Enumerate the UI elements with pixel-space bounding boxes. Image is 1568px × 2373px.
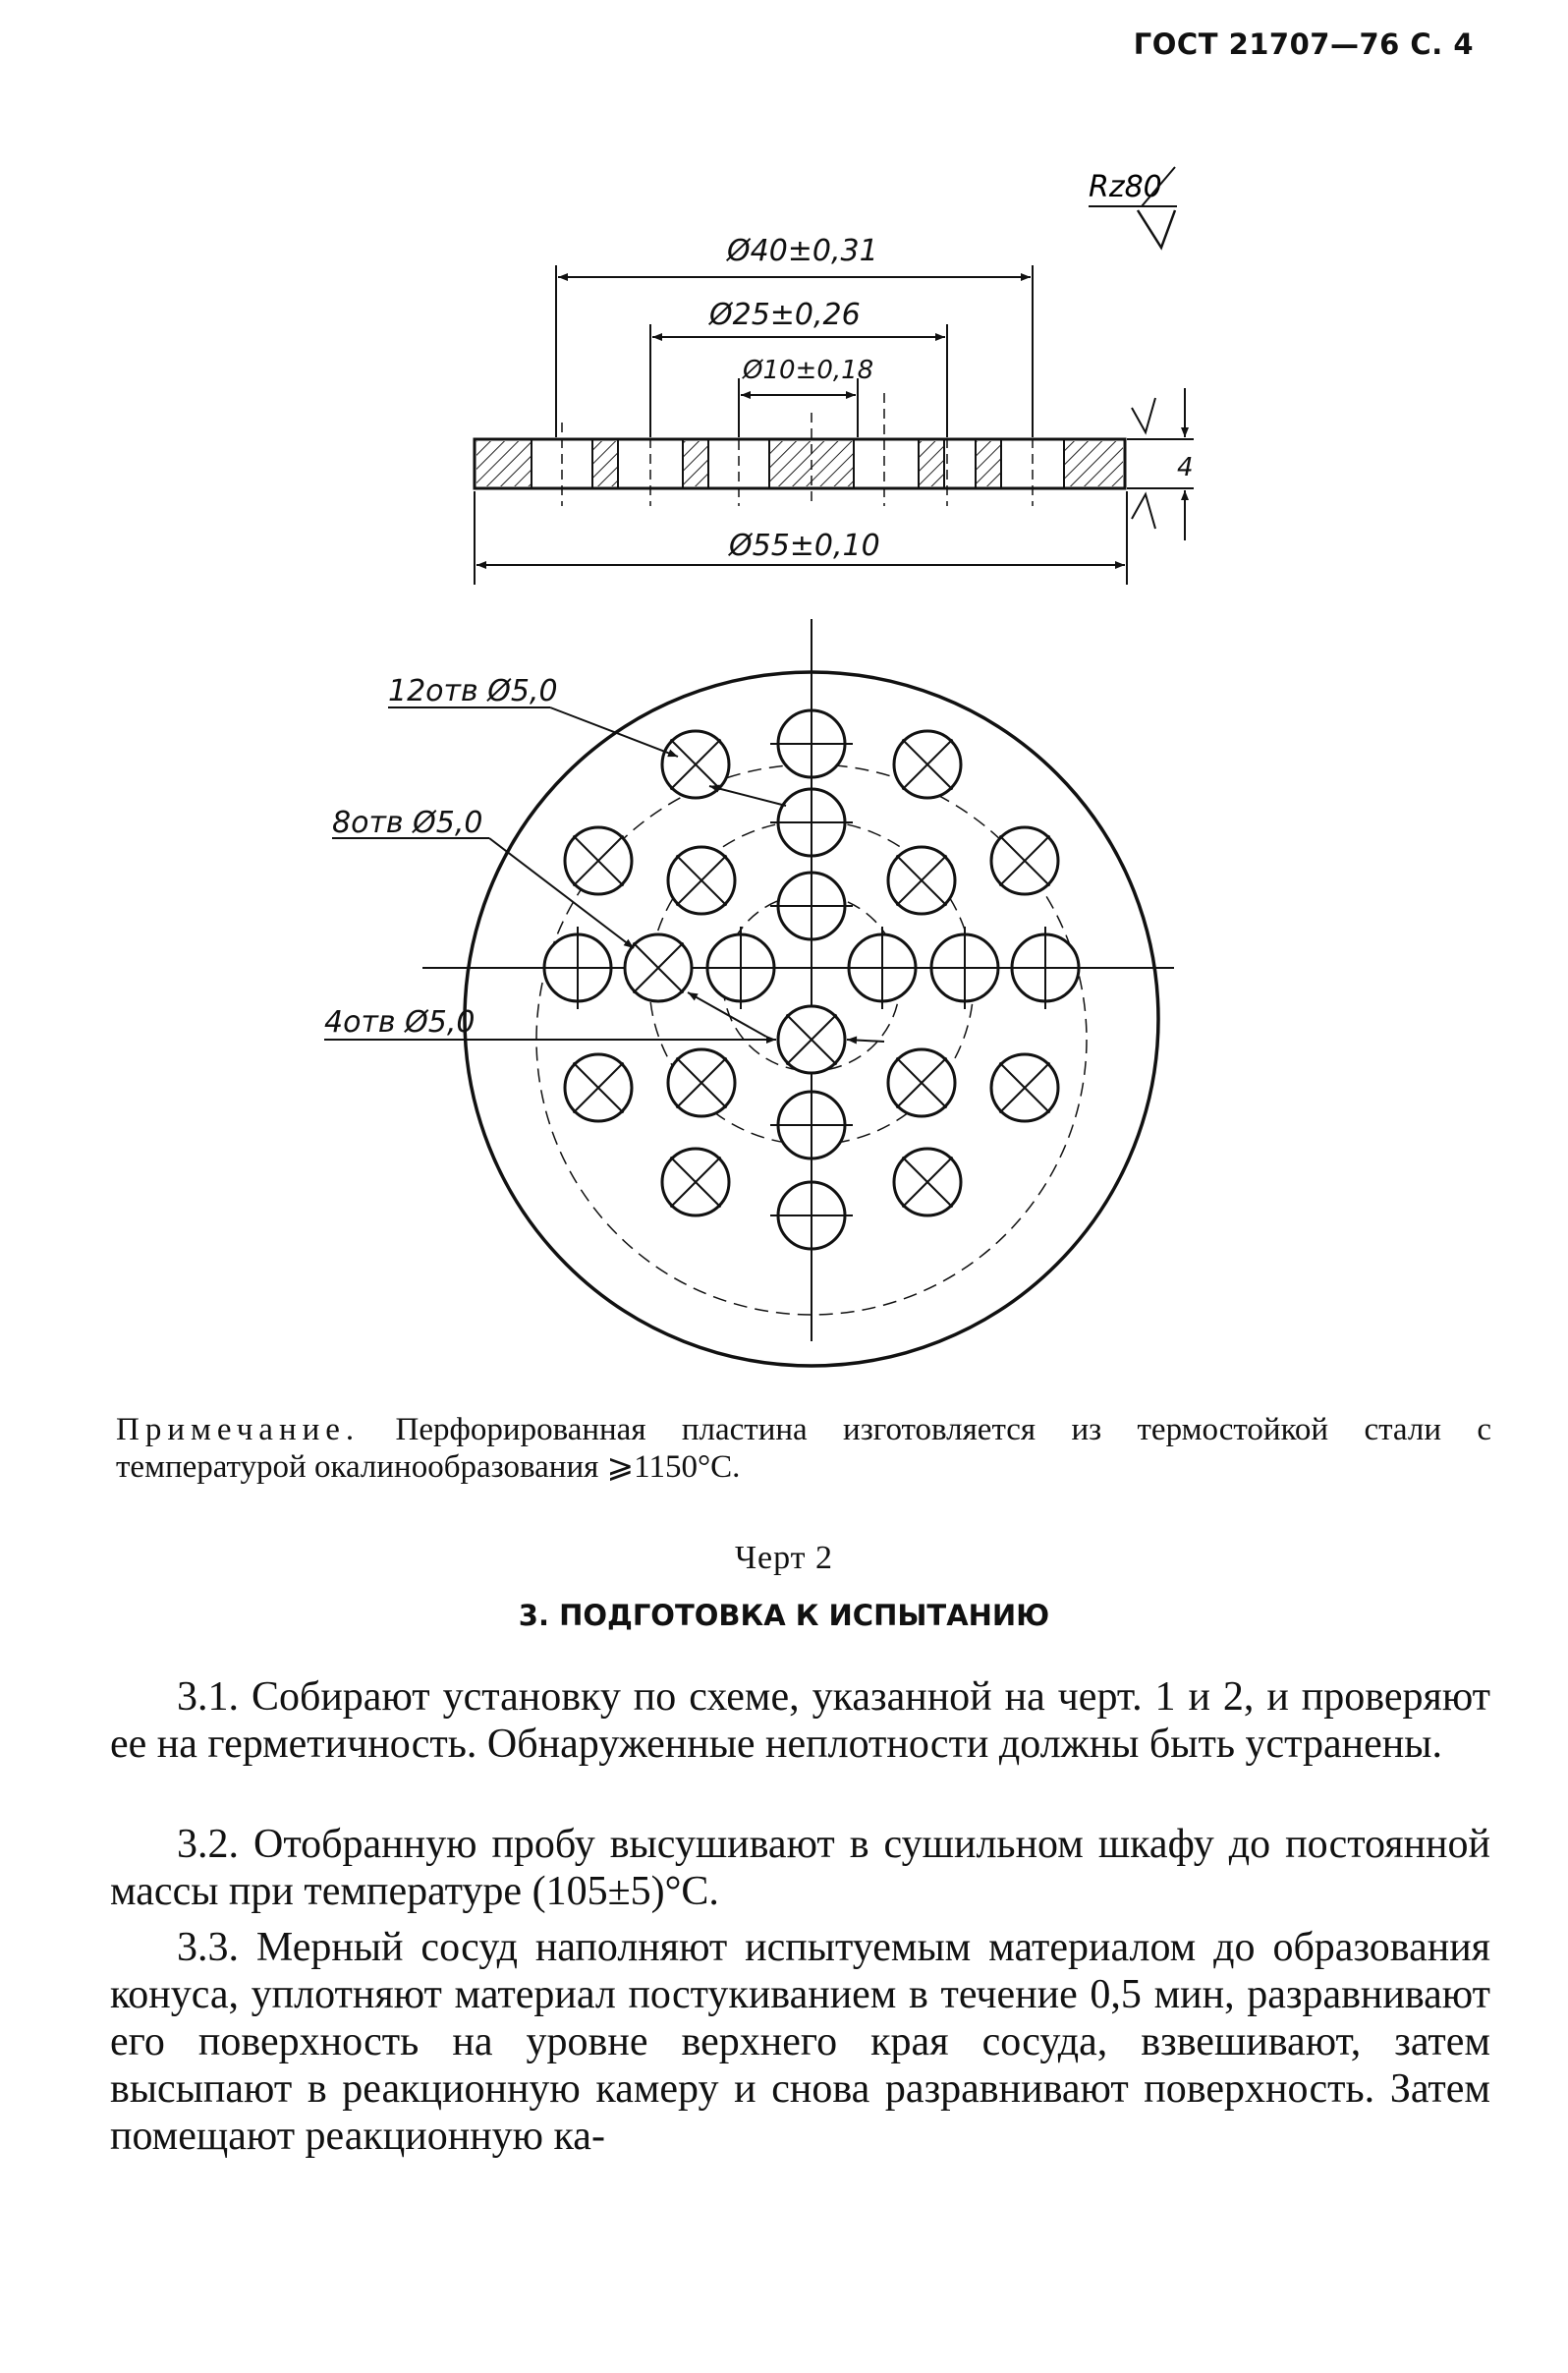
- drawing-note: [116, 1411, 1491, 1486]
- roughness-symbol: [1089, 167, 1177, 248]
- dim-d10: Ø10±0,18: [743, 356, 874, 385]
- paragraph-3-2: 3.2. Отобранную пробу высушивают в сушильном шкафу до постоянной массы при температуре (105±5)°С.: [110, 1822, 1490, 1914]
- dim-d40: Ø40±0,31: [727, 234, 878, 268]
- callout-8-holes: 8отв Ø5,0: [332, 806, 483, 840]
- paragraph-3-3: 3.3. Мерный сосуд наполняют испытуемым материалом до образования конуса, уплотняют материал постукиванием в течение 0,5 мин, разравнивают его поверхность на уровне верхнего края сосуда, взвешивают, затем высыпают в реакционную камеру и снова разравнивают поверхность. Затем помещают реакционную ка-: [110, 1925, 1490, 2159]
- dim-d55: Ø55±0,10: [729, 529, 880, 563]
- callout-12-holes: 12отв Ø5,0: [388, 674, 558, 708]
- note-text: Перфорированная пластина изготовляется из термостойкой стали с температурой окалинообразования ⩾1150°С.: [116, 1412, 1492, 1485]
- plate-section: [475, 393, 1125, 506]
- note-label: Примечание.: [116, 1412, 361, 1447]
- callout-4-holes: 4отв Ø5,0: [324, 1005, 476, 1040]
- dim-thickness: 4: [1177, 453, 1194, 482]
- dimension-labels: [707, 234, 1194, 563]
- page-header: ГОСТ 21707—76 С. 4: [1133, 28, 1474, 61]
- figure-caption: Черт 2: [734, 1540, 834, 1576]
- roughness-label: Rz80: [1089, 170, 1162, 204]
- dim-d25: Ø25±0,26: [709, 298, 861, 332]
- plate-plan-view: [422, 619, 1174, 1366]
- section-title: 3. ПОДГОТОВКА К ИСПЫТАНИЮ: [518, 1599, 1050, 1632]
- paragraph-3-1: 3.1. Собирают установку по схеме, указанной на черт. 1 и 2, и проверяют ее на герметичность. Обнаруженные неплотности должны быть устранены.: [110, 1674, 1490, 1767]
